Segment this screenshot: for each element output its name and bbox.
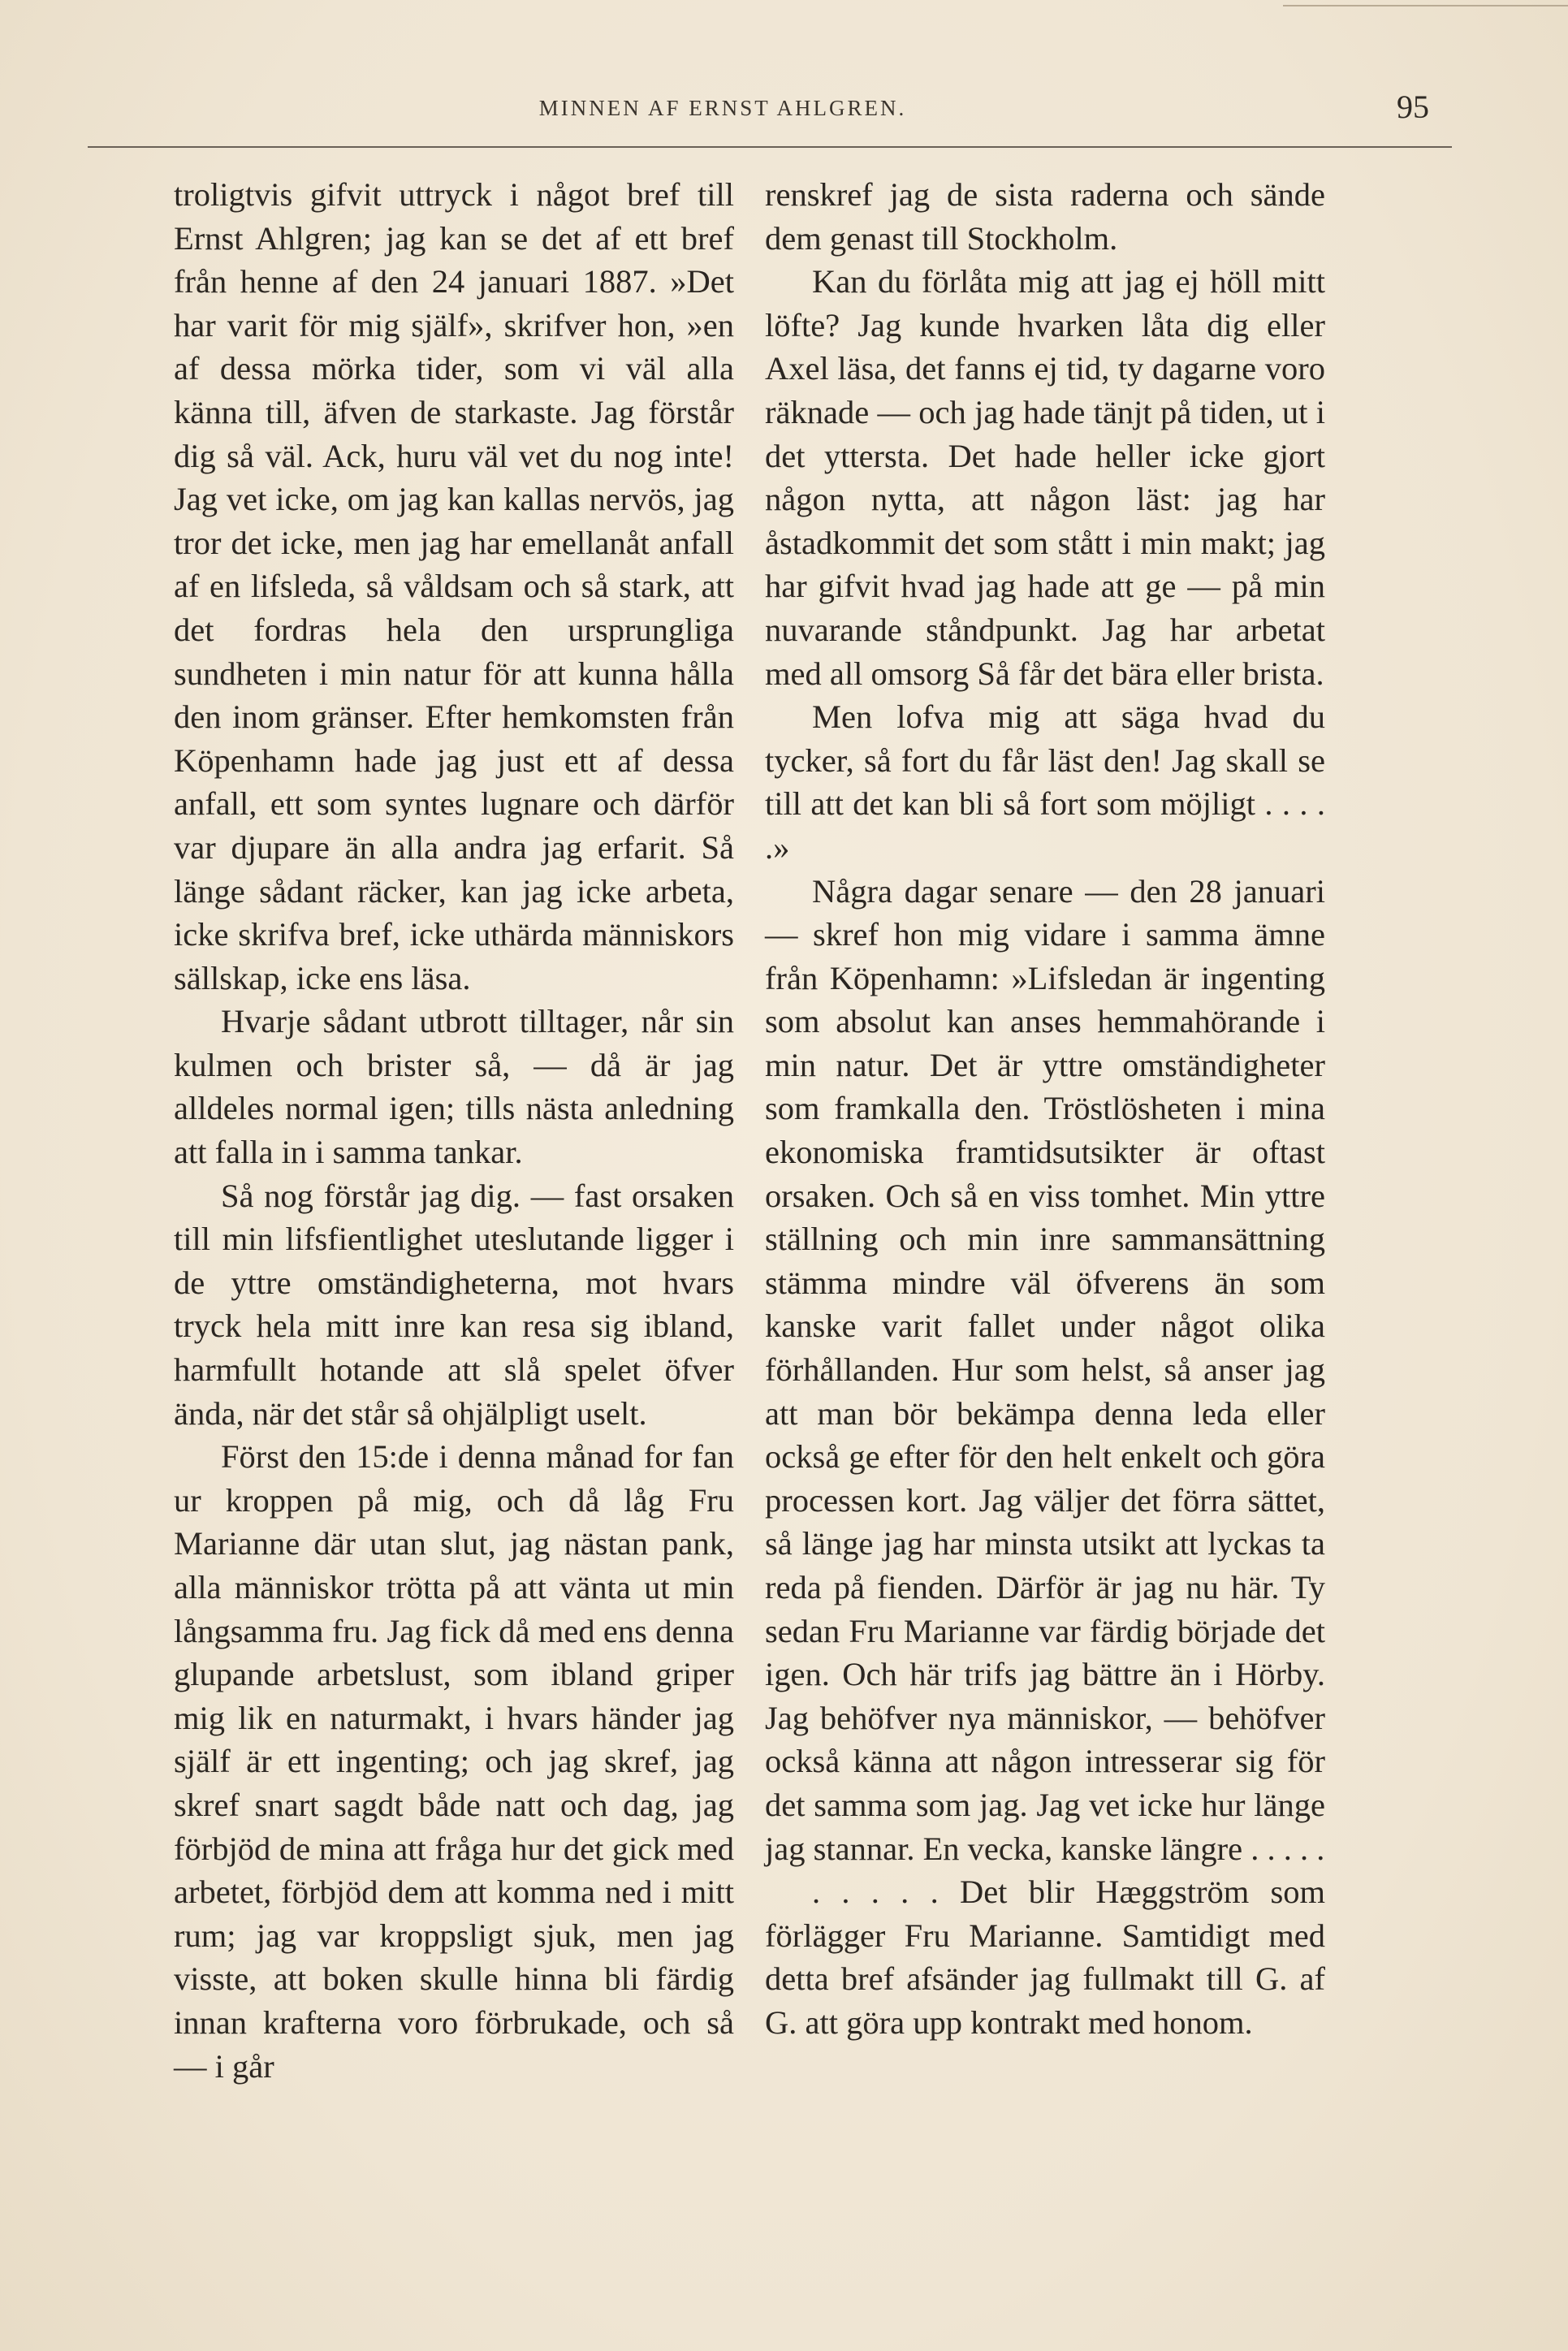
paragraph: renskref jag de sista raderna och sände dem genast till Stockholm. [765,176,1325,257]
paragraph: . . . . . Det blir Hæggström som förlägger Fru Marianne. Samtidigt med detta bref afsänder jag fullmakt till G. af G. att göra upp kontrakt med honom. [765,1873,1325,2041]
paragraph: Så nog förstår jag dig. — fast orsaken till min lifsfientlighet uteslutande ligger i de yttre omständigheterna, mot hvars tryck hela mitt inre kan resa sig ibland, harmfullt hotande att slå spelet öfver ända, när det står så ohjälpligt uselt. [174,1177,734,1432]
paragraph: Men lofva mig att säga hvad du tycker, så fort du får läst den! Jag skall se till att det kan bli så fort som möjligt . . . . .» [765,698,1325,866]
paragraph: troligtvis gifvit uttryck i något bref till Ernst Ahlgren; jag kan se det af ett bref från henne af den 24 januari 1887. »Det har varit för mig själf», skrifver hon, »en af dessa mörka tider, som vi väl alla känna till, äfven de starkaste. Jag förstår dig så väl. Ack, huru väl vet du nog inte! Jag vet icke, om jag kan kallas nervös, jag tror det icke, men jag har emellanåt anfall af en lifsleda, så våldsam och så stark, att det fordras hela den ursprungliga sundheten i min natur för att kunna hålla den inom gränser. Efter hemkomsten från Köpenhamn hade jag just ett af dessa anfall, ett som syntes lugnare och därför var djupare än alla andra jag erfarit. Så länge sådant räcker, kan jag icke arbeta, icke skrifva bref, icke uthärda människors sällskap, icke ens läsa. [174,176,734,996]
paragraph: Några dagar senare — den 28 januari — skref hon mig vidare i samma ämne från Köpenhamn: »Lifsledan är ingenting som absolut kan anses hemmahörande i min natur. Det är yttre omständigheter som framkalla den. Tröstlösheten i mina ekonomiska framtidsutsikter är oftast orsaken. Och så en viss tomhet. Min yttre ställning och min inre sammansättning stämma mindre väl öfverens än som kanske varit fallet under något olika förhållanden. Hur som helst, så anser jag att man bör bekämpa denna leda eller också ge efter för den helt enkelt och göra processen kort. Jag väljer det förra sättet, så länge jag har minsta utsikt att lyckas ta reda på fienden. Därför är jag nu här. Ty sedan Fru Marianne var färdig började det igen. Och här trifs jag bättre än i Hörby. Jag behöfver nya människor, — behöfver också känna att någon intresserar sig för det samma som jag. Jag vet icke hur länge jag stannar. En vecka, kanske längre . . . . . [765,872,1325,1867]
left-column [174,173,734,2088]
paragraph: Hvarje sådant utbrott tilltager, når sin kulmen och brister så, — då är jag alldeles normal igen; tills nästa anledning att falla in i samma tankar. [174,1003,734,1171]
right-column [765,173,1325,2045]
page-number: 95 [1397,89,1429,125]
running-title: MINNEN AF ERNST AHLGREN. [538,96,907,120]
paragraph: Kan du förlåta mig att jag ej höll mitt löfte? Jag kunde hvarken låta dig eller Axel läsa, det fanns ej tid, ty dagarne voro räknade — och jag hade tänjt på tiden, ut i det yttersta. Det hade heller icke gjort någon nytta, att någon läst: jag har åstadkommit det som stått i min makt; jag har gifvit hvad jag hade att ge — på min nuvarande ståndpunkt. Jag har arbetat med all omsorg Så får det bära eller brista. [765,263,1325,692]
paragraph: Först den 15:de i denna månad for fan ur kroppen på mig, och då låg Fru Marianne där utan slut, jag nästan pank, alla människor trötta på att vänta ut min långsamma fru. Jag fick då med ens denna glupande arbetslust, som ibland griper mig lik en naturmakt, i hvars händer jag själf är ett ingenting; och jag skref, jag skref snart sagdt både natt och dag, jag förbjöd de mina att fråga hur det gick med arbetet, förbjöd dem att komma ned i mitt rum; jag var kroppsligt sjuk, men jag visste, att boken skulle hinna bli färdig innan krafterna voro förbrukade, och så — i går [174,1438,734,2085]
page-edge-line [1283,5,1568,6]
header-rule [88,146,1452,148]
